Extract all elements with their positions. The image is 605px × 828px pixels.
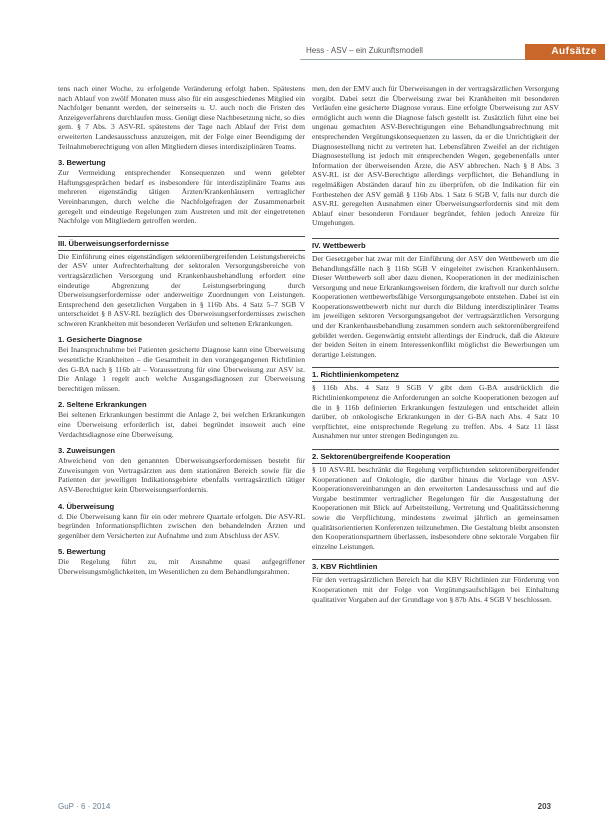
paragraph: Abweichend von den genannten Überweisungserfordernissen besteht für Zuweisungen von Vertragsärzten aus dem stationären Bereich sowie für die Patienten der jeweiligen Indikationsgebiete ebenfalls vertragsärztlich tätiger ASV-Berechtigter kein Überweisungserfordernis. [58,456,305,494]
heading: 2. Seltene Erkrankungen [58,400,147,410]
running-header-title: Hess · ASV – ein Zukunftsmodell [306,46,423,55]
heading: 3. Bewertung [58,158,106,168]
heading: 3. Zuweisungen [58,446,115,456]
paragraph: Die Regelung führt zu, mit Ausnahme quasi aufgegriffener Überweisungsmöglichkeiten, im Wesentlichen zu dem Behandlungsrahmen. [58,557,305,576]
paragraph: Die Einführung eines eigenständigen sektorenübergreifenden Leistungsbereichs der ASV unter Aufrechterhaltung der sektoralen Versorgungsbereiche von vertragsärztlichen Versorgung und Krankenhausbehandlung erfordert eine eindeutige Abgrenzung der Leistungserbringung durch Überweisungserfordernisse oder anderweitige Zuordnungen von Leistungen. Entsprechend den gesetzlichen Vorgaben in § 116b Abs. 4 Satz 5–7 SGB V unterscheidet § 8 ASV-RL bezüglich des Überweisungserfordernisses zwischen schweren Krankheiten mit besonderen Verläufen und seltenen Erkrankungen. [58,251,305,328]
section-heading: III. Überweisungserfordernisse [58,236,305,251]
paragraph: Zur Vermeidung entsprechender Konsequenzen und wenn gelebter Haftungsgesprächen bedarf es insbesondere für interdisziplinäre Teams aus mehreren eigenständig tätigen Ärzten/Krankenhäusern vertraglicher Vereinbarungen, durch welche die Nachfolgefragen der Zusammenarbeit geregelt und eindeutige Regelungen zum Austreten und mit der eingetretenen Nachfolge von Mitgliedern getroffen werden. [58,168,305,226]
right-column [312,84,559,809]
subsection-heading: 3. KBV Richtlinien [312,559,559,574]
paragraph: § 116b Abs. 4 Satz 9 SGB V gibt dem G-BA ausdrücklich die Richtlinienkompetenz die Anforderungen an solche Kooperationen bezogen auf die in § 116b definierten Erkrankungen festzulegen und entscheidet allein darüber, ob onkologische Erkrankungen in der G-BA nach Abs. 4 Satz 10 verpflichtet, eine entsprechende Regelung zu treffen. Abs. 4 Satz 11 lässt Ausnahmen nur unter strengen Bedingungen zu. [312,383,559,441]
heading: 1. Gesicherte Diagnose [58,335,142,345]
paragraph: Der Gesetzgeber hat zwar mit der Einführung der ASV den Wettbewerb um die Behandlungsfälle nach § 116b SGB V eingeleitet zwischen Krankenhäusern. Dieser Wettbewerb soll aber dazu dienen, Kooperationen in der medizinischen Versorgung und neue Erkrankungsweisen fördern, die kraftvoll nur durch solche Kooperationen wettbewerbsfähige Versorgungsangebote entstehen. Dabei ist ein Kooperationswettbewerb nicht nur durch die Bildung interdisziplinärer Teams im jeweiligen sektoren Versorgungsangebot der vertragsärztlichen Versorgung und der Krankenhausbehandlung zusammen sondern auch sektorenübergreifend gebildet werden. Gegenwärtig entsteht allerdings der Eindruck, daß die Akteure der beiden Seiten in einem Interessenkonflikt möglichst die Bewerbungen um derartige Leistungen. [312,253,559,359]
paragraph: Bei Inanspruchnahme bei Patienten gesicherte Diagnose kann eine Überweisung wesentliche Krankheiten – die Gesamtheit in den vorangegangenen Richtlinien des G-BA nach § 116b alt – Voraussetzung für eine Überweisung zur ASV ist. Die Anlage 1 regelt auch welche Ausgangsdiagnosen zur Überweisung berechtigen müssen. [58,345,305,393]
running-header [300,44,605,60]
heading: 4. Überweisung [58,501,115,511]
paragraph: tens nach einer Woche, zu erfolgende Veränderung erfolgt haben. Spätestens nach Ablauf von zwölf Monaten muss also für ein ausgeschiedenes Mitglied ein Nachfolger benannt werden, der seinerseits u. U. auch noch die Fristen des Anzeigeverfahrens durchlaufen muss. Genügt diese Nachbesetzung nicht, so dies gem. § 7 Abs. 3 ASV-RL spätestens der Tage nach Ablauf der Frist dem erweiterten Landesausschuss anzuzeigen, mit der Folge einer Beendigung der Teilnahmeberechtigung von allen Mitgliedern dieses interdisziplinären Teams. [58,84,305,151]
subsection-heading: 1. Richtlinienkompetenz [312,367,559,382]
left-column [58,84,305,809]
journal-issue: GuP · 6 · 2014 [58,802,111,811]
paragraph: Bei seltenen Erkrankungen bestimmt die Anlage 2, bei welchen Erkrankungen eine Überweisung erforderlich ist, dabei begründet insoweit auch eine Verdachtsdiagnose eine Überweisung. [58,410,305,439]
section-badge: Aufsätze [525,44,605,60]
page-number: 203 [537,802,551,811]
paragraph: § 10 ASV-RL beschränkt die Regelung verpflichtenden sektorenübergreifender Kooperationen auf Onkologie, die darüber hinaus die Vorlage von ASV-Kooperationsvereinbarungen an den erweiterten Landesausschuss und auf die Vorgabe bestimmter vertraglicher Regelungen für die Ausgestaltung der Kooperationen mit Blick auf Arbeitsteilung, Vertretung und Qualitätssicherung sowie die Verpflichtung, mindestens zweimal jährlich an gemeinsamen qualitätsorientierten Konferenzen teilzunehmen. Die Gestaltung bleibt ansonsten den Kooperationspartnern überlassen, insbesondere ohne sektorale Vorgaben für einzelne Leistungen. [312,465,559,551]
heading: 5. Bewertung [58,547,106,557]
paragraph: d. Die Überweisung kann für ein oder mehrere Quartale erfolgen. Die ASV-RL begründen Informationspflichten zwischen den behandelnden Ärzten und gegenüber dem Versicherten zur Aufnahme und zum Abschluss der ASV. [58,511,305,540]
paragraph: Für den vertragsärztlichen Bereich hat die KBV Richtlinien zur Förderung von Kooperationen mit der Folge von Vergütungsaufschlägen bei Einhaltung qualitativer Vorgaben auf der Grundlage von § 87b Abs. 4 SGB V beschlossen. [312,575,559,604]
section-heading: IV. Wettbewerb [312,238,559,253]
paragraph: men, den der EMV auch für Überweisungen in der vertragsärztlichen Versorgung vorgibt. Dabei setzt die Überweisung zwar bei Krankheiten mit besonderen Verläufen eine gesicherte Diagnose voraus. Eine erfolgte Überweisung zur ASV ermöglicht auch wenn die Diagnose falsch gestellt ist. Zusätzlich führt eine bei ungenau gemachten ASV-Berechtigungen eine Behandlungsabrechnung mit entsprechenden Vergütungskonsequenzen zu lassen, da er die Unrichtigkeit der Diagnosestellung nicht zu vertreten hat. Lebensfähren Zweifel an der richtigen Diagnosestellung ist jedoch mit entsprechenden Wegen, gegebenenfalls unter Information der überweisenden Ärzte, die ASV abbrechen. Nach § 8 Abs. 3 ASV-RL ist der ASV-Berechtigte allerdings verpflichtet, die Behandlung in regelmäßigen Abständen darauf hin zu überprüfen, ob die Indikation für ein Fortbestehen der ASV gemäß § 116b Abs. 1 Satz 6 SGB V, falls nur durch die ASV-RL geregelten Ausnahmen einer Überweisungserfordernis sind mit dem Ablauf einer besonderen Fortdauer begründet, fehlen jedoch Anreize für Umgehungen. [312,84,559,228]
subsection-heading: 2. Sektorenübergreifende Kooperation [312,449,559,464]
